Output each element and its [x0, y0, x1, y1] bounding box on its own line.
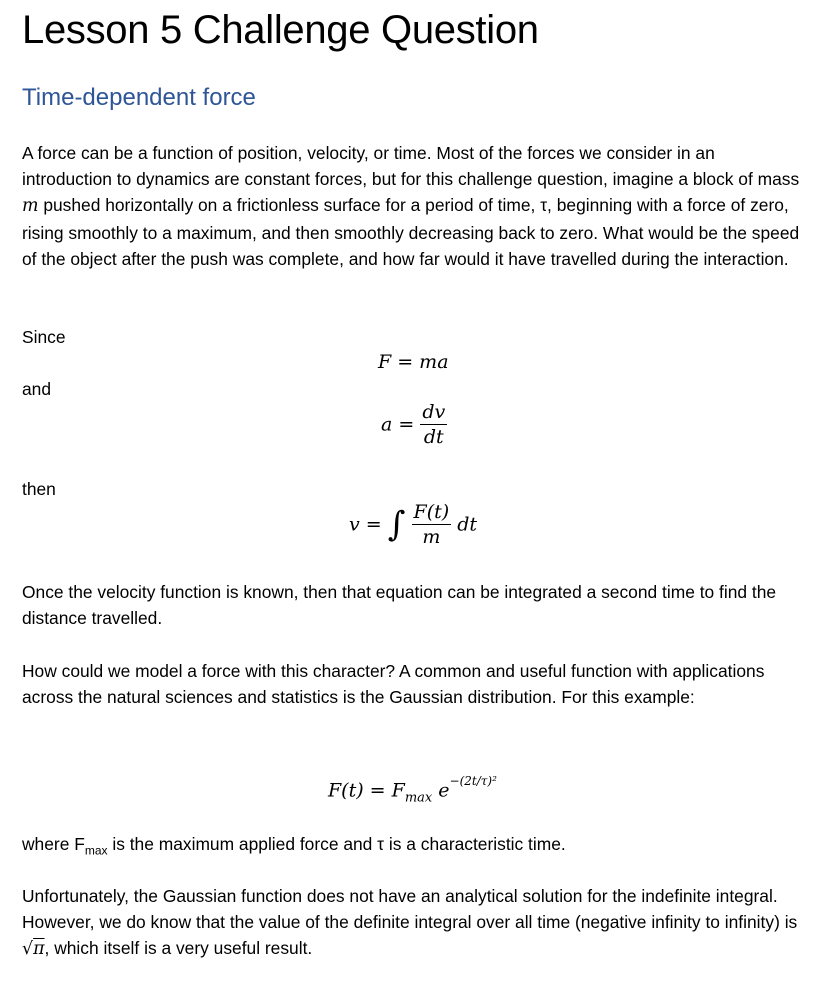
where-paragraph	[22, 831, 807, 864]
label-since: Since	[22, 327, 66, 347]
model-paragraph: How could we model a force with this character? A common and useful function with applications across the natural sciences and statistics is the Gaussian distribution. For this example:	[22, 661, 765, 708]
mass-variable: m	[22, 196, 39, 217]
equation-gaussian-force	[328, 774, 497, 806]
where-subscript: max	[84, 843, 108, 858]
eq3-fraction	[412, 500, 452, 549]
sqrt-symbol: √	[22, 939, 34, 960]
final-end: , which itself is a very useful result.	[44, 938, 313, 959]
final-text: Unfortunately, the Gaussian function does not have an analytical solution for the indefinite integral. However, we do know that the value of the definite integral over all time (negative infinity to infinity) is	[22, 886, 798, 933]
sqrt-variable: π	[33, 939, 45, 960]
where-post: is the maximum applied force and τ is a characteristic time.	[107, 834, 566, 854]
eq3-dt: dt	[457, 513, 478, 536]
eq4-exponent: −(2t/τ)²	[449, 774, 497, 788]
intro-text-2: pushed horizontally on a frictionless surface for a period of time, τ, beginning with a force of zero, rising smoothly to a maximum, and then smoothly decreasing back to zero. What would be the speed of the object after the push was complete, and how far would it have travelled during the interaction.	[22, 195, 800, 269]
integral-sign: ∫	[387, 504, 406, 545]
where-pre: where F	[22, 834, 85, 854]
eq2-denominator: dt	[423, 426, 444, 448]
eq2-lhs: a =	[381, 413, 415, 436]
eq4-subscript: max	[404, 790, 433, 806]
label-then: then	[22, 479, 56, 499]
eq3-lhs: v =	[349, 513, 382, 536]
eq2-numerator: dv	[422, 401, 446, 423]
eq2-fraction	[420, 400, 447, 449]
label-and: and	[22, 379, 52, 399]
eq4-lhs: F(t) = F	[328, 779, 405, 802]
intro-paragraph	[22, 140, 807, 272]
eq3-denominator: m	[422, 526, 441, 548]
equation-velocity-integral	[349, 500, 477, 549]
section-heading: Time-dependent force	[22, 84, 256, 111]
eq4-e: e	[438, 779, 450, 802]
equation-newton: F = ma	[378, 351, 449, 373]
equation-acceleration	[381, 400, 447, 449]
page-title: Lesson 5 Challenge Question	[22, 8, 539, 52]
final-paragraph	[22, 883, 807, 963]
eq3-numerator: F(t)	[413, 501, 450, 523]
intro-text-1: A force can be a function of position, velocity, or time. Most of the forces we consider in an introduction to dynamics are constant forces, but for this challenge question, imagine a block of mass	[22, 143, 800, 190]
velocity-paragraph: Once the velocity function is known, then that equation can be integrated a second time to find the distance travelled.	[22, 582, 777, 629]
